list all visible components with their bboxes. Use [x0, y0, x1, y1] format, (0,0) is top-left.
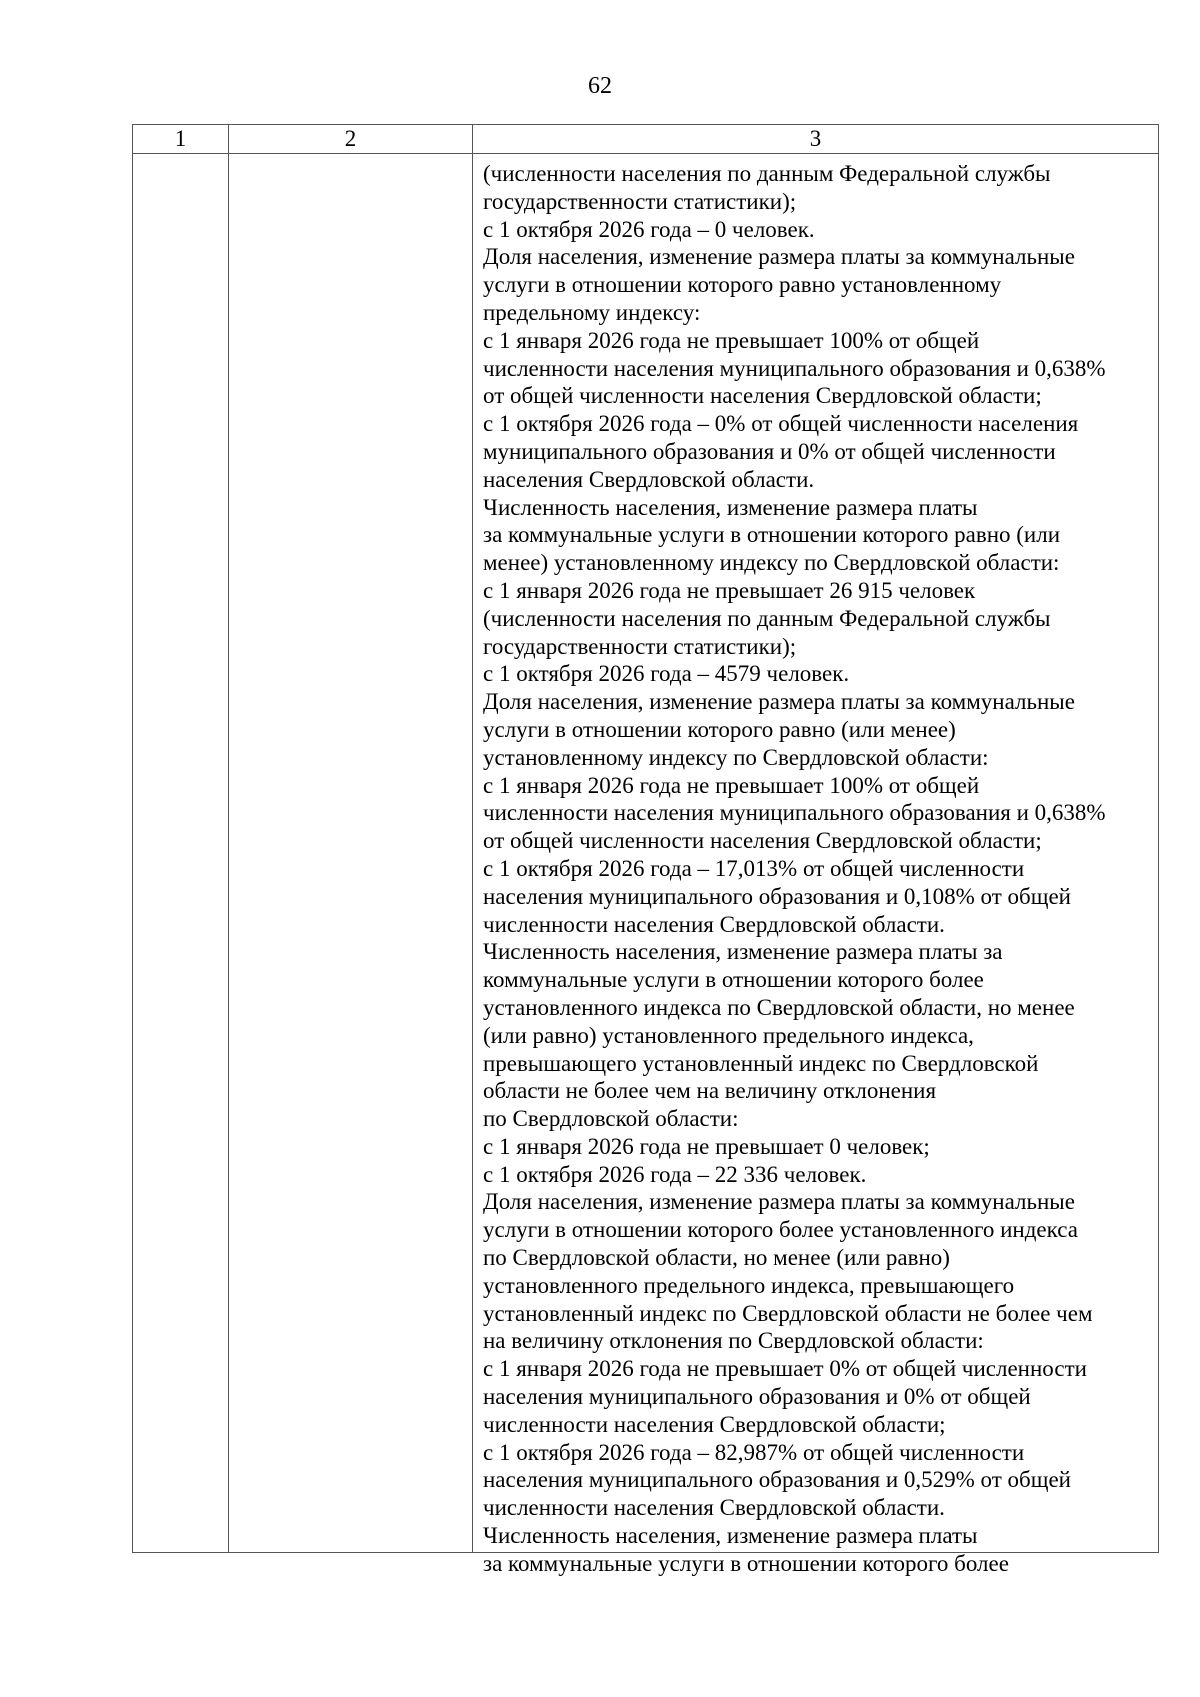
text-line: с 1 января 2026 года не превышает 26 915 человек	[483, 577, 976, 603]
text-line: от общей численности населения Свердловской области;	[483, 828, 1042, 854]
text-line: от общей численности населения Свердловской области;	[483, 383, 1042, 409]
cell-column-3-text	[473, 154, 1158, 1576]
text-line: с 1 октября 2026 года – 4579 человек.	[483, 661, 850, 687]
text-line: с 1 октября 2026 года – 82,987% от общей численности	[483, 1439, 1025, 1465]
text-line: населения Свердловской области.	[483, 466, 815, 492]
text-line: численности населения муниципального образования и 0,638%	[483, 800, 1106, 826]
text-line: области не более чем на величину отклонения	[483, 1078, 937, 1104]
text-line: численности населения Свердловской области.	[483, 1495, 945, 1521]
text-line: установленному индексу по Свердловской области:	[483, 744, 989, 770]
text-line: за коммунальные услуги в отношении которого равно (или	[483, 522, 1061, 548]
page-number: 62	[588, 73, 612, 99]
cell-column-2	[229, 154, 473, 1553]
text-line: численности населения Свердловской области;	[483, 1411, 946, 1437]
text-line: по Свердловской области:	[483, 1106, 739, 1132]
text-line: с 1 октября 2026 года – 0% от общей численности населения	[483, 411, 1079, 437]
text-line: по Свердловской области, но менее (или равно)	[483, 1245, 950, 1271]
text-line: численности населения муниципального образования и 0,638%	[483, 355, 1106, 381]
text-line: (или равно) установленного предельного индекса,	[483, 1022, 974, 1048]
text-line: с 1 октября 2026 года – 22 336 человек.	[483, 1161, 867, 1187]
table-header-row	[133, 125, 1159, 154]
text-line: превышающего установленный индекс по Свердловской	[483, 1050, 1039, 1076]
text-line: Доля населения, изменение размера платы за коммунальные	[483, 689, 1075, 715]
cell-column-3	[473, 154, 1159, 1576]
text-line: за коммунальные услуги в отношении которого более	[483, 1550, 1009, 1576]
text-line: (численности населения по данным Федеральной службы	[483, 605, 1051, 631]
text-line: Доля населения, изменение размера платы за коммунальные	[483, 1189, 1075, 1215]
text-line: менее) установленному индексу по Свердловской области:	[483, 550, 1060, 576]
text-line: Численность населения, изменение размера платы	[483, 494, 978, 520]
text-line: с 1 октября 2026 года – 17,013% от общей численности	[483, 855, 1025, 881]
text-line: населения муниципального образования и 0,529% от общей	[483, 1467, 1071, 1493]
cell-column-1	[133, 154, 229, 1553]
text-line: с 1 января 2026 года не превышает 100% от общей	[483, 772, 980, 798]
text-line: Численность населения, изменение размера платы	[483, 1523, 978, 1549]
text-line: установленного индекса по Свердловской области, но менее	[483, 994, 1075, 1020]
text-line: на величину отклонения по Свердловской области:	[483, 1328, 984, 1354]
text-line: с 1 января 2026 года не превышает 0% от общей численности	[483, 1356, 1087, 1382]
text-line: Численность населения, изменение размера платы за	[483, 939, 1003, 965]
column-header-2: 2	[229, 125, 473, 154]
text-line: услуги в отношении которого равно установленному	[483, 272, 1002, 298]
text-line: предельному индексу:	[483, 299, 701, 325]
text-line: государственности статистики);	[483, 633, 797, 659]
column-header-3: 3	[473, 125, 1159, 154]
text-line: с 1 января 2026 года не превышает 100% от общей	[483, 327, 980, 353]
text-line: с 1 января 2026 года не превышает 0 человек;	[483, 1133, 930, 1159]
text-line: муниципального образования и 0% от общей численности	[483, 438, 1056, 464]
document-table	[132, 124, 1159, 1576]
text-line: численности населения Свердловской области.	[483, 911, 945, 937]
text-line: коммунальные услуги в отношении которого более	[483, 967, 984, 993]
column-header-1: 1	[133, 125, 229, 154]
text-line: установленный индекс по Свердловской области не более чем	[483, 1300, 1093, 1326]
text-line: установленного предельного индекса, превышающего	[483, 1272, 1015, 1298]
table-row	[133, 154, 1159, 1553]
text-line: населения муниципального образования и 0% от общей	[483, 1384, 1031, 1410]
text-line: государственности статистики);	[483, 188, 797, 214]
text-line: с 1 октября 2026 года – 0 человек.	[483, 216, 815, 242]
text-line: (численности населения по данным Федеральной службы	[483, 161, 1051, 186]
text-line: Доля населения, изменение размера платы за коммунальные	[483, 244, 1075, 270]
text-line: услуги в отношении которого равно (или менее)	[483, 716, 956, 742]
text-line: услуги в отношении которого более установленного индекса	[483, 1217, 1078, 1243]
text-line: населения муниципального образования и 0,108% от общей	[483, 883, 1071, 909]
